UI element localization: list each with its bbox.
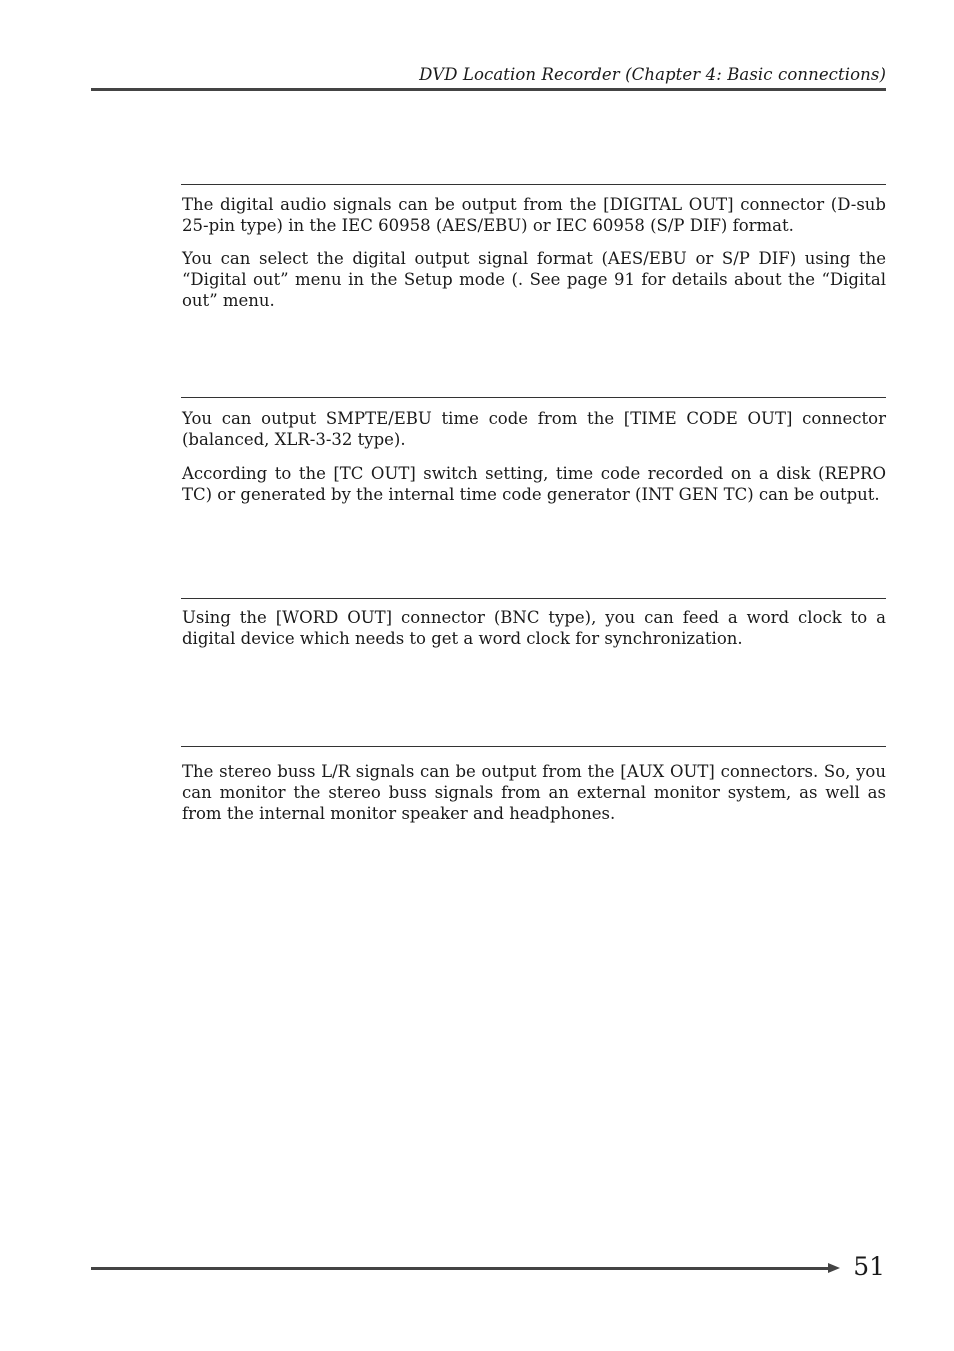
- section-rule: [181, 746, 886, 747]
- arrow-right-icon: [828, 1263, 840, 1273]
- paragraph: You can select the digital output signal format (AES/EBU or S/P DIF) using the “Digital out” menu in the Setup mode (. See page 91 for details about the “Digital out” menu.: [182, 249, 886, 310]
- paragraph: The digital audio signals can be output from the [DIGITAL OUT] connector (D-sub 25-pin type) in the IEC 60958 (AES/EBU) or IEC 60958 (S/P DIF) format.: [182, 195, 886, 235]
- header-title: DVD Location Recorder (Chapter 4: Basic connections): [419, 65, 886, 84]
- header-rule: [91, 88, 886, 91]
- page-number: 51: [853, 1252, 885, 1281]
- paragraph: Using the [WORD OUT] connector (BNC type), you can feed a word clock to a digital device which needs to get a word clock for synchronization.: [182, 608, 886, 648]
- paragraph: You can output SMPTE/EBU time code from the [TIME CODE OUT] connector (balanced, XLR-3-32 type).: [182, 409, 886, 449]
- paragraph: According to the [TC OUT] switch setting, time code recorded on a disk (REPRO TC) or generated by the internal time code generator (INT GEN TC) can be output.: [182, 464, 886, 504]
- paragraph: The stereo buss L/R signals can be output from the [AUX OUT] connectors. So, you can monitor the stereo buss signals from an external monitor system, as well as from the internal monitor speaker and headphones.: [182, 762, 886, 823]
- footer-rule: [91, 1267, 831, 1270]
- section-rule: [181, 397, 886, 398]
- section-rule: [181, 598, 886, 599]
- section-rule: [181, 184, 886, 185]
